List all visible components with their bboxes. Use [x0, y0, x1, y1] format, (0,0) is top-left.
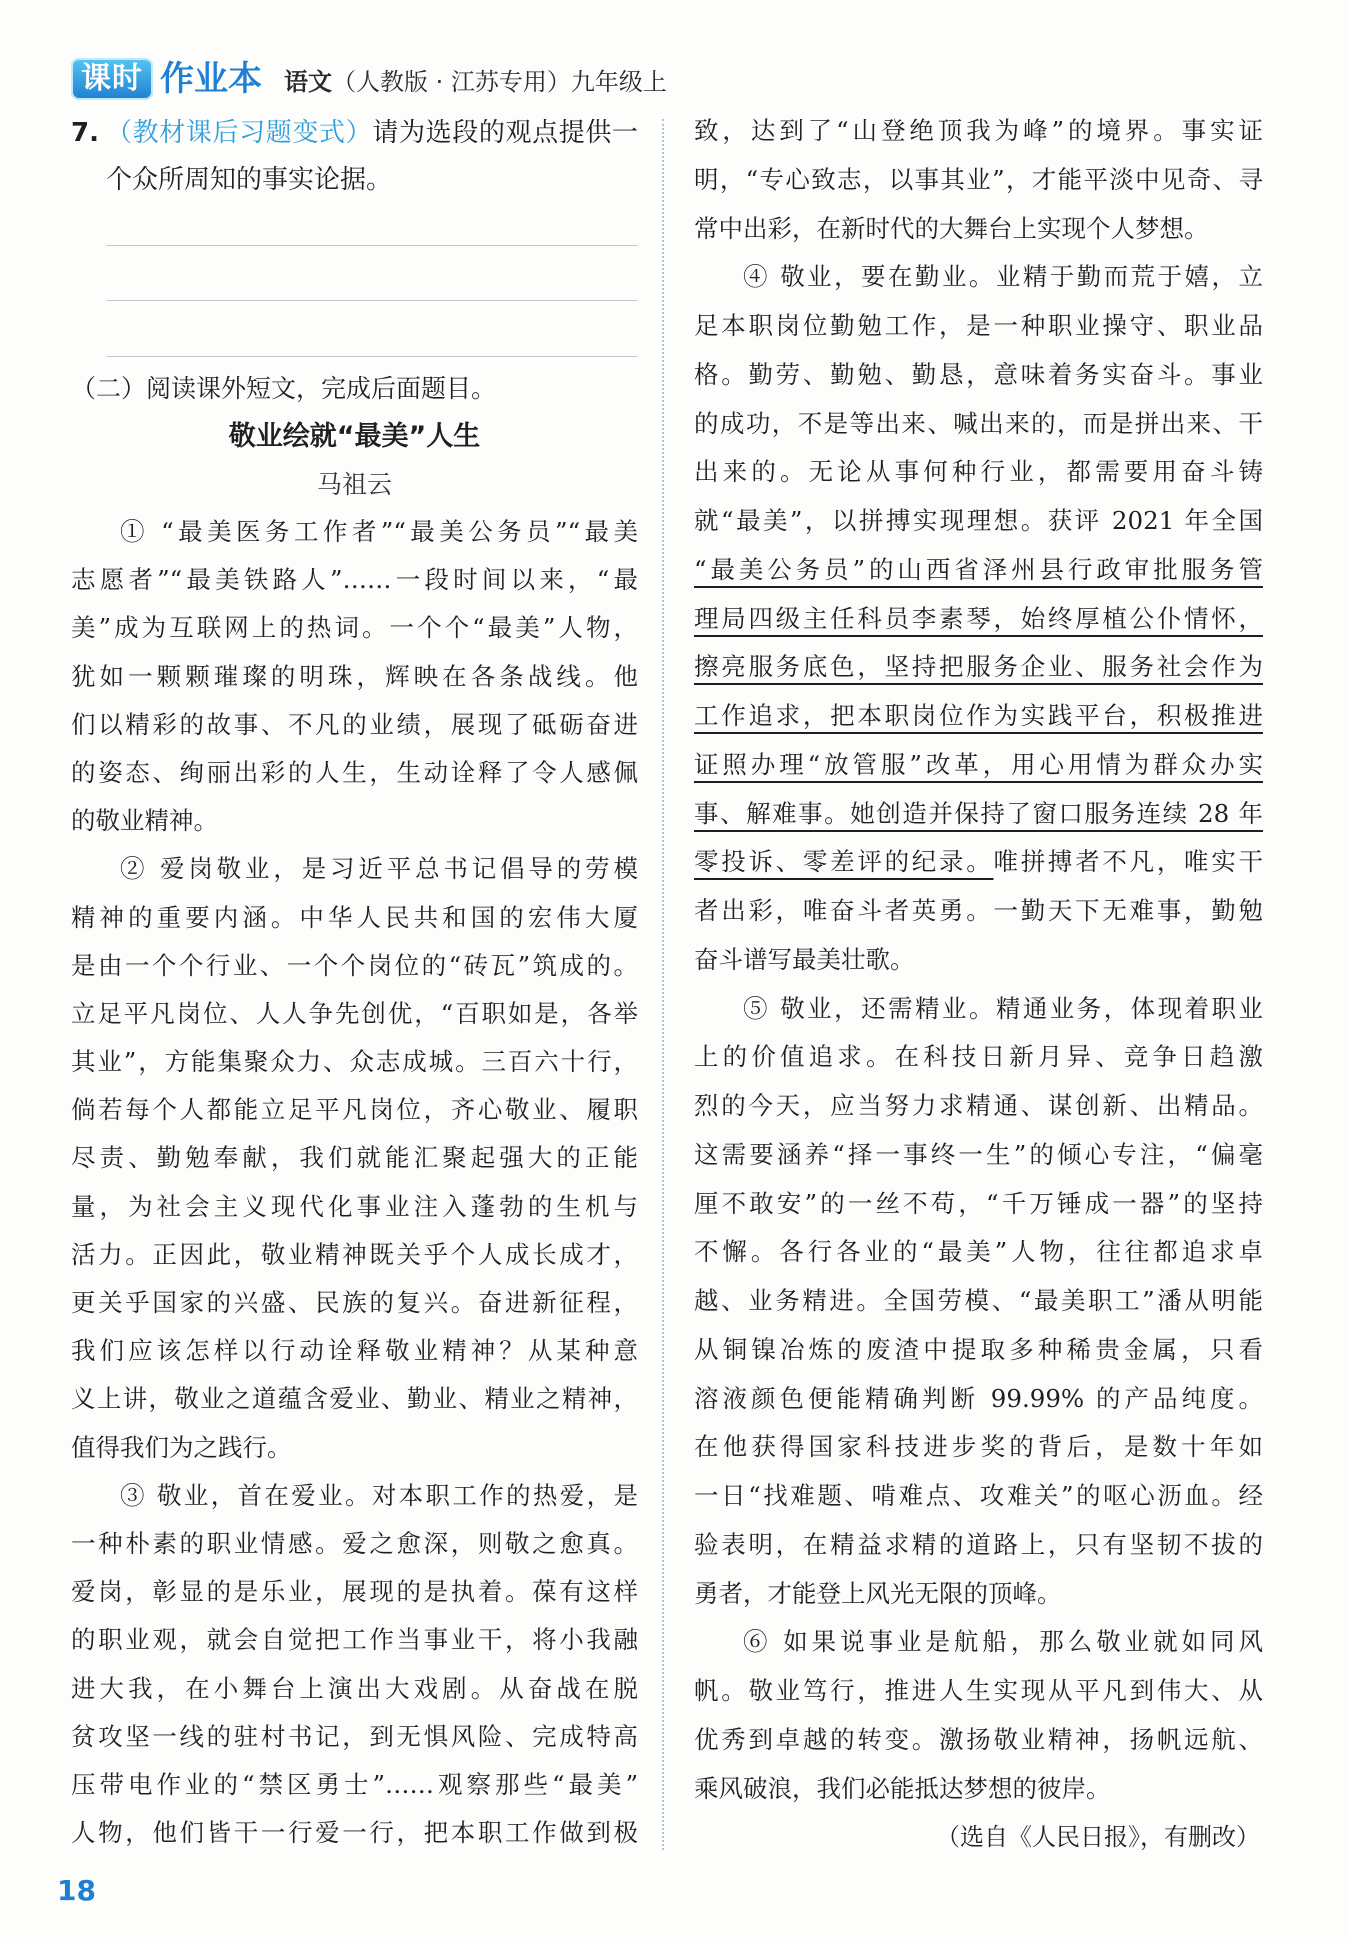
article-line: 在他获得国家科技进步奖的背后，是数十年如	[694, 1432, 1263, 1462]
article-line: 常中出彩，在新时代的大舞台上实现个人梦想。	[694, 213, 1209, 243]
answer-line	[106, 245, 638, 246]
article-line	[694, 595, 1263, 644]
article-line: 压带电作业的“禁区勇士”……观察那些“最美”	[71, 1769, 638, 1799]
article-line: 溶液颜色便能精确判断 99.99% 的产品纯度。	[694, 1383, 1263, 1413]
section-heading: （二）阅读课外短文，完成后面题目。	[71, 374, 497, 403]
article-line: 乘风破浪，我们必能抵达梦想的彼岸。	[694, 1773, 1111, 1803]
article-line: 明，“专心致志，以事其业”，才能平淡中见奇、寻	[694, 164, 1263, 194]
article-line: 的职业观，就会自觉把工作当事业干，将小我融	[71, 1625, 638, 1655]
edition-label: （人教版 · 江苏专用）九年级上	[332, 68, 667, 96]
question-text: 请为选段的观点提供一	[372, 118, 638, 148]
article-line: 倘若每个人都能立足平凡岗位，齐心敬业、履职	[71, 1095, 638, 1125]
article-line: 越、业务精进。全国劳模、“最美职工”潘从明能	[694, 1286, 1263, 1315]
article-paragraph	[694, 1618, 1263, 1813]
article-line	[694, 692, 1263, 741]
column-divider	[662, 119, 664, 1850]
underlined-text: “最美公务员”的山西省泽州县行政审批服务管	[694, 554, 1263, 584]
article-line	[694, 643, 1263, 692]
article-line: ① “最美医务工作者”“最美公务员”“最美	[120, 517, 638, 546]
article-line	[694, 790, 1263, 839]
question-line: 个众所周知的事实论据。	[106, 165, 393, 195]
article-line: 奋斗谱写最美壮歌。	[694, 944, 915, 974]
workbook-logo-text: 作业本	[160, 59, 262, 99]
article-line: 的敬业精神。	[71, 806, 218, 836]
article-paragraph	[694, 985, 1263, 1619]
article-line: 贫攻坚一线的驻村书记，到无惧风险、完成特高	[71, 1721, 638, 1751]
underlined-text: 工作追求，把本职岗位作为实践平台，积极推进	[694, 701, 1263, 730]
article-line: 上的价值追求。在科技日新月异、竞争日趋激	[694, 1042, 1263, 1072]
article-line: 是由一个个行业、一个个岗位的“砖瓦”筑成的。	[71, 950, 638, 980]
article-line: 进大我，在小舞台上演出大戏剧。从奋战在脱	[71, 1673, 638, 1703]
article-line: 爱岗，彰显的是乐业，展现的是执着。葆有这样	[71, 1577, 638, 1607]
article-line: 量，为社会主义现代化事业注入蓬勃的生机与	[71, 1191, 638, 1221]
article-line: 尽责、勤勉奉献，我们就能汇聚起强大的正能	[71, 1143, 638, 1173]
article-paragraph	[694, 107, 1263, 253]
article-line: 烈的今天，应当努力求精通、谋创新、出精品。	[694, 1091, 1263, 1120]
page-number: 18	[57, 1874, 96, 1907]
article-line: 人物，他们皆干一行爱一行，把本职工作做到极	[71, 1818, 638, 1848]
article-paragraph	[694, 253, 1263, 984]
article-line: 犹如一颗颗璀璨的明珠，辉映在各条战线。他	[71, 661, 638, 691]
workbook-logo-badge: 课时	[71, 58, 153, 100]
article-line: ⑤ 敬业，还需精业。精通业务，体现着职业	[743, 993, 1263, 1023]
article-left-column	[71, 508, 638, 1857]
article-line: 活力。正因此，敬业精神既关乎个人成长成才，	[71, 1239, 638, 1269]
book-edition	[284, 64, 667, 100]
article-line: 验表明，在精益求精的道路上，只有坚韧不拔的	[694, 1529, 1263, 1559]
answer-line	[106, 356, 638, 357]
article-line: 其业”，方能集聚众力、众志成城。三百六十行，	[71, 1047, 638, 1077]
article-line: 不懈。各行各业的“最美”人物，往往都追求卓	[694, 1237, 1263, 1267]
underlined-text: 证照办理“放管服”改革，用心用情为群众办实	[694, 749, 1263, 779]
answer-line	[106, 300, 638, 301]
article-line: 美”成为互联网上的热词。一个个“最美”人物，	[71, 613, 638, 643]
article-line: 一种朴素的职业情感。爱之愈深，则敬之愈真。	[71, 1528, 638, 1558]
article-line: 立足平凡岗位、人人争先创优，“百职如是，各举	[71, 998, 638, 1028]
article-line: ③ 敬业，首在爱业。对本职工作的热爱，是	[120, 1480, 638, 1510]
article-line	[694, 741, 1263, 790]
subject-label: 语文	[284, 68, 332, 96]
article-title: 敬业绘就“最美”人生	[228, 421, 481, 452]
article-line: ⑥ 如果说事业是航船，那么敬业就如同风	[743, 1627, 1263, 1657]
article-line: 厘不敢安”的一丝不苟，“千万锤成一器”的坚持	[694, 1188, 1263, 1218]
article-line: 值得我们为之践行。	[71, 1432, 292, 1462]
article-line	[694, 546, 1263, 595]
article-line: 一日“找难题、啃难点、攻难关”的呕心沥血。经	[694, 1481, 1263, 1510]
article-line: 出来的。无论从事何种行业，都需要用奋斗铸	[694, 457, 1263, 487]
article-line: ② 爱岗敬业，是习近平总书记倡导的劳模	[120, 854, 638, 884]
article-right-column	[694, 107, 1263, 1813]
article-line: 义上讲，敬业之道蕴含爱业、勤业、精业之精神，	[71, 1384, 638, 1414]
question-line	[106, 110, 638, 157]
article-line: 格。勤劳、勤勉、勤恳，意味着务实奋斗。事业	[694, 359, 1263, 389]
article-source: （选自《人民日报》，有删改）	[936, 1823, 1260, 1851]
article-line: 勇者，才能登上风光无限的顶峰。	[694, 1578, 1062, 1608]
article-line: 精神的重要内涵。中华人民共和国的宏伟大厦	[71, 902, 638, 932]
article-line: 我们应该怎样以行动诠释敬业精神？从某种意	[71, 1336, 638, 1366]
underlined-text: 零投诉、零差评的纪录。	[694, 847, 994, 877]
underlined-text: 理局四级主任科员李素琴，始终厚植公仆情怀，	[694, 603, 1263, 633]
underlined-text: 事、解难事。她创造并保持了窗口服务连续 28 年	[694, 798, 1263, 828]
article-line: 从铜镍冶炼的废渣中提取多种稀贵金属，只看	[694, 1334, 1263, 1364]
line-text: 唯拼搏者不凡，唯实干	[993, 847, 1264, 877]
article-line: 足本职岗位勤勉工作，是一种职业操守、职业品	[694, 311, 1263, 340]
article-line: 的姿态、绚丽出彩的人生，生动诠释了令人感佩	[71, 757, 638, 787]
article-line: 的成功，不是等出来、喊出来的，而是拼出来、干	[694, 408, 1263, 438]
article-line: 们以精彩的故事、不凡的业绩，展现了砥砺奋进	[71, 709, 638, 739]
question-tag: （教材课后习题变式）	[106, 118, 373, 148]
article-line: 优秀到卓越的转变。激扬敬业精神，扬帆远航、	[694, 1724, 1263, 1754]
question-prompt	[106, 110, 638, 204]
article-line	[694, 838, 1263, 887]
question-number: 7.	[71, 118, 99, 148]
article-line: 致，达到了“山登绝顶我为峰”的境界。事实证	[694, 116, 1263, 145]
article-paragraph	[71, 508, 638, 845]
article-line: 帆。敬业笃行，推进人生实现从平凡到伟大、从	[694, 1676, 1263, 1705]
article-author: 马祖云	[316, 470, 392, 499]
article-line: 志愿者”“最美铁路人”……一段时间以来，“最	[71, 565, 638, 595]
article-line: 就“最美”，以拼搏实现理想。获评 2021 年全国	[694, 506, 1263, 535]
article-paragraph	[71, 1472, 638, 1858]
article-line: 这需要涵养“择一事终一生”的倾心专注，“偏毫	[694, 1139, 1263, 1169]
article-paragraph	[71, 845, 638, 1471]
article-line: 更关乎国家的兴盛、民族的复兴。奋进新征程，	[71, 1288, 638, 1317]
underlined-text: 擦亮服务底色，坚持把服务企业、服务社会作为	[694, 652, 1263, 682]
article-line: 者出彩，唯奋斗者英勇。一勤天下无难事，勤勉	[694, 896, 1263, 925]
article-line: ④ 敬业，要在勤业。业精于勤而荒于嬉，立	[743, 262, 1263, 292]
